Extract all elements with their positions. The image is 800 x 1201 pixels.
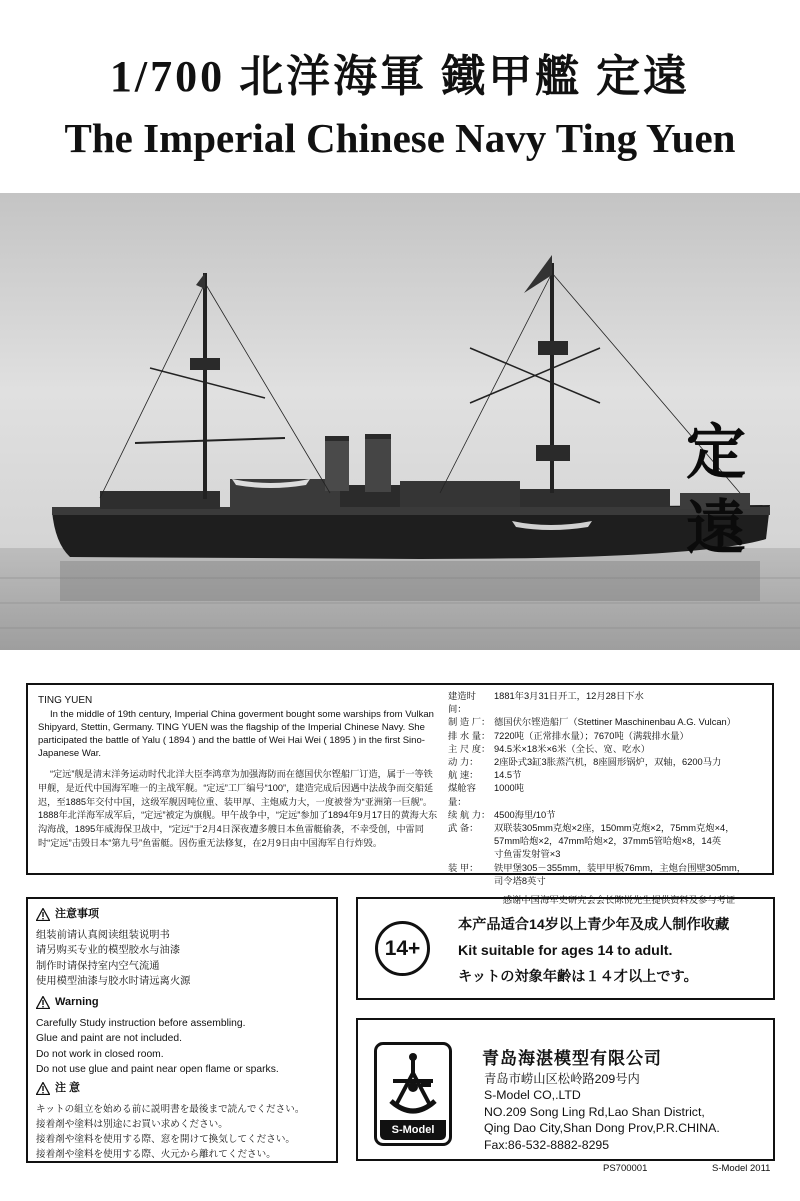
spec-line: 铁甲堡305－355mm，装甲甲板76mm，主炮台围壁305mm， xyxy=(494,862,747,873)
note-line: 接着剤や塗料は別途にお買い求めください。 xyxy=(36,1118,228,1130)
age-badge: 14+ xyxy=(375,921,430,976)
age-rating-box xyxy=(356,897,775,1000)
spec-section xyxy=(448,690,770,907)
title-chinese: 1/700 北洋海軍 鐵甲艦 定遠 xyxy=(109,52,691,101)
note-line: Do not work in closed room. xyxy=(36,1048,164,1060)
spec-line: 2座卧式3缸3胀蒸汽机，8座圆形锅炉，双轴，6200马力 xyxy=(494,757,722,768)
history-label: TING YUEN xyxy=(38,695,93,706)
spec-key: 武 备： xyxy=(448,823,479,834)
history-section xyxy=(38,694,438,851)
address-line: Qing Dao City,Shan Dong Prov,P.R.CHINA. xyxy=(484,1121,720,1136)
spec-key: 动 力： xyxy=(448,757,479,768)
spec-key: 制 造 厂： xyxy=(448,717,491,728)
history-chinese: “定远”舰是清末洋务运动时代北洋大臣李鸿章为加强海防而在德国伏尔铿船厂订造，属于一等铁甲舰，是近代中国海军唯一的主战军舰。“定远”工厂编号“100”，建造完成后因遇中法战争而交船延迟，至1885年交付中国，这级军舰因吨位重、装甲厚、主炮威力大，一度被誉为“亚洲第一巨舰”。1888年北洋海军成军后，“定远”被定为旗舰。甲午战争中，“定远”参加了1894年9月17日的黄海大东沟海战，1895年威海保卫战中，“定远”于2月4日深夜遭多艘日本鱼雷艇偷袭，不幸受创，中雷同时“定远”击毁日本“第九号”鱼雷艇。因伤重无法修复，在2月9日由中国海军自行炸毁。 xyxy=(38,769,438,848)
acknowledgement: 感谢中国海军史研究会会长陈悦先生提供资料及参与考证 xyxy=(502,895,736,906)
spec-key: 装 甲： xyxy=(448,862,479,873)
note-line: 组装前请认真阅读组装说明书 xyxy=(36,929,170,941)
company-address xyxy=(484,1071,720,1153)
company-name-cn: 青岛海湛模型有限公司 xyxy=(482,1049,662,1068)
age-text xyxy=(458,912,729,990)
note-line: キットの組立を始める前に説明書を最後まで読んでください。 xyxy=(36,1103,305,1115)
spec-key: 航 速： xyxy=(448,770,479,781)
company-logo xyxy=(374,1042,452,1146)
age-text-cn: 本产品适合14岁以上青少年及成人制作收藏 xyxy=(458,917,730,933)
note-line: 接着剤や塗料を使用する際、火元から離れてください。 xyxy=(36,1148,276,1160)
product-code: PS700001 xyxy=(603,1163,648,1174)
notes-jp-title: 注 意 xyxy=(55,1082,81,1094)
notes-english xyxy=(36,995,334,1078)
spec-value xyxy=(494,782,770,808)
spec-row xyxy=(448,822,770,862)
ship-photograph xyxy=(0,193,800,650)
spec-line: 1881年3月31日开工，12月28日下水 xyxy=(494,691,644,701)
spec-line: 1000吨 xyxy=(494,783,524,794)
address-line: S-Model CO,.LTD xyxy=(484,1088,581,1103)
title-english: The Imperial Chinese Navy Ting Yuen xyxy=(64,115,736,161)
notes-jp-heading xyxy=(36,1081,334,1097)
note-line: 请另购买专业的模型胶水与油漆 xyxy=(36,945,181,957)
spec-line: 94.5米×18米×6米（全长、宽、吃水） xyxy=(494,743,651,754)
address-line: 青岛市崂山区松岭路209号内 xyxy=(484,1072,640,1086)
age-text-jp: キットの対象年齢は１４才以上です。 xyxy=(458,969,698,985)
spec-row xyxy=(448,730,770,743)
note-line: Glue and paint are not included. xyxy=(36,1033,182,1045)
spec-value xyxy=(494,730,770,743)
age-text-en: Kit suitable for ages 14 to adult. xyxy=(458,943,673,959)
spec-value xyxy=(494,809,770,822)
spec-line: 14.5节 xyxy=(494,770,522,781)
spec-line: 司令塔8英寸 xyxy=(494,875,546,886)
note-line: 使用模型油漆与胶水时请远离火源 xyxy=(36,976,191,988)
note-line: 制作时请保持室内空气流通 xyxy=(36,960,160,972)
spec-value xyxy=(494,769,770,782)
note-line: Carefully Study instruction before assembling. xyxy=(36,1017,246,1029)
warning-icon xyxy=(36,996,50,1009)
spec-row xyxy=(448,809,770,822)
spec-row xyxy=(448,743,770,756)
spec-value xyxy=(494,862,770,888)
ship-info-box xyxy=(26,683,774,906)
warning-icon xyxy=(36,908,50,921)
notes-chinese xyxy=(36,907,334,990)
spec-key: 续 航 力： xyxy=(448,809,491,820)
sextant-icon xyxy=(383,1051,443,1121)
spec-line: 4500海里/10节 xyxy=(494,809,556,820)
spec-line: 57mm哈炮×2，47mm哈炮×2，37mm5管哈炮×8，14英 xyxy=(494,836,722,847)
spec-row xyxy=(448,716,770,729)
spec-value xyxy=(494,690,770,716)
spec-value xyxy=(494,756,770,769)
warning-icon xyxy=(36,1082,50,1095)
spec-key: 煤舱容量： xyxy=(448,783,476,807)
spec-line: 双联装305mm克炮×2座，150mm克炮×2，75mm克炮×4， xyxy=(494,823,735,834)
note-line: 接着剤や塗料を使用する際、窓を開けて換気してください。 xyxy=(36,1133,296,1145)
company-info-box xyxy=(356,1018,775,1161)
spec-row xyxy=(448,862,770,888)
notes-en-title: Warning xyxy=(55,996,99,1008)
spec-row xyxy=(448,756,770,769)
spec-row xyxy=(448,782,770,808)
spec-value xyxy=(494,822,770,862)
notes-cn-heading xyxy=(36,907,334,923)
spec-line: 寸鱼雷发射管×3 xyxy=(494,849,561,860)
copyright: S-Model 2011 xyxy=(712,1163,771,1174)
spec-line: 7220吨（正常排水量）；7670吨（满载排水量） xyxy=(494,730,689,741)
notes-cn-title: 注意事项 xyxy=(55,908,99,920)
spec-line: 德国伏尔铿造船厂（Stettiner Maschinenbau A.G. Vulcan） xyxy=(494,717,736,728)
safety-notes-box xyxy=(26,897,338,1163)
notes-en-heading xyxy=(36,995,334,1011)
spec-key: 排 水 量： xyxy=(448,730,491,741)
spec-key: 主 尺 度： xyxy=(448,743,491,754)
address-line: Fax:86-532-8882-8295 xyxy=(484,1137,610,1152)
spec-row xyxy=(448,769,770,782)
note-line: Do not use glue and paint near open flame or sparks. xyxy=(36,1064,279,1076)
notes-japanese xyxy=(36,1081,334,1162)
spec-row xyxy=(448,690,770,716)
history-english: In the middle of 19th century, Imperial China goverment bought some warships from Vulkan Shipyard, Stettin, Germany. TING YUEN was the flagship of the Imperial Chinese Navy. She participated the battle of Yalu ( 1894 ) and the battle of Wei Hai Wei ( 1895 ) in the first Sino-Japanese War. xyxy=(38,709,434,759)
spec-value xyxy=(494,716,770,729)
address-line: NO.209 Song Ling Rd,Lao Shan District, xyxy=(484,1104,705,1119)
logo-text: S-Model xyxy=(380,1120,446,1140)
spec-key: 建造时间： xyxy=(448,691,476,715)
spec-value xyxy=(494,743,770,756)
photo-caption: 定遠 xyxy=(686,418,746,564)
